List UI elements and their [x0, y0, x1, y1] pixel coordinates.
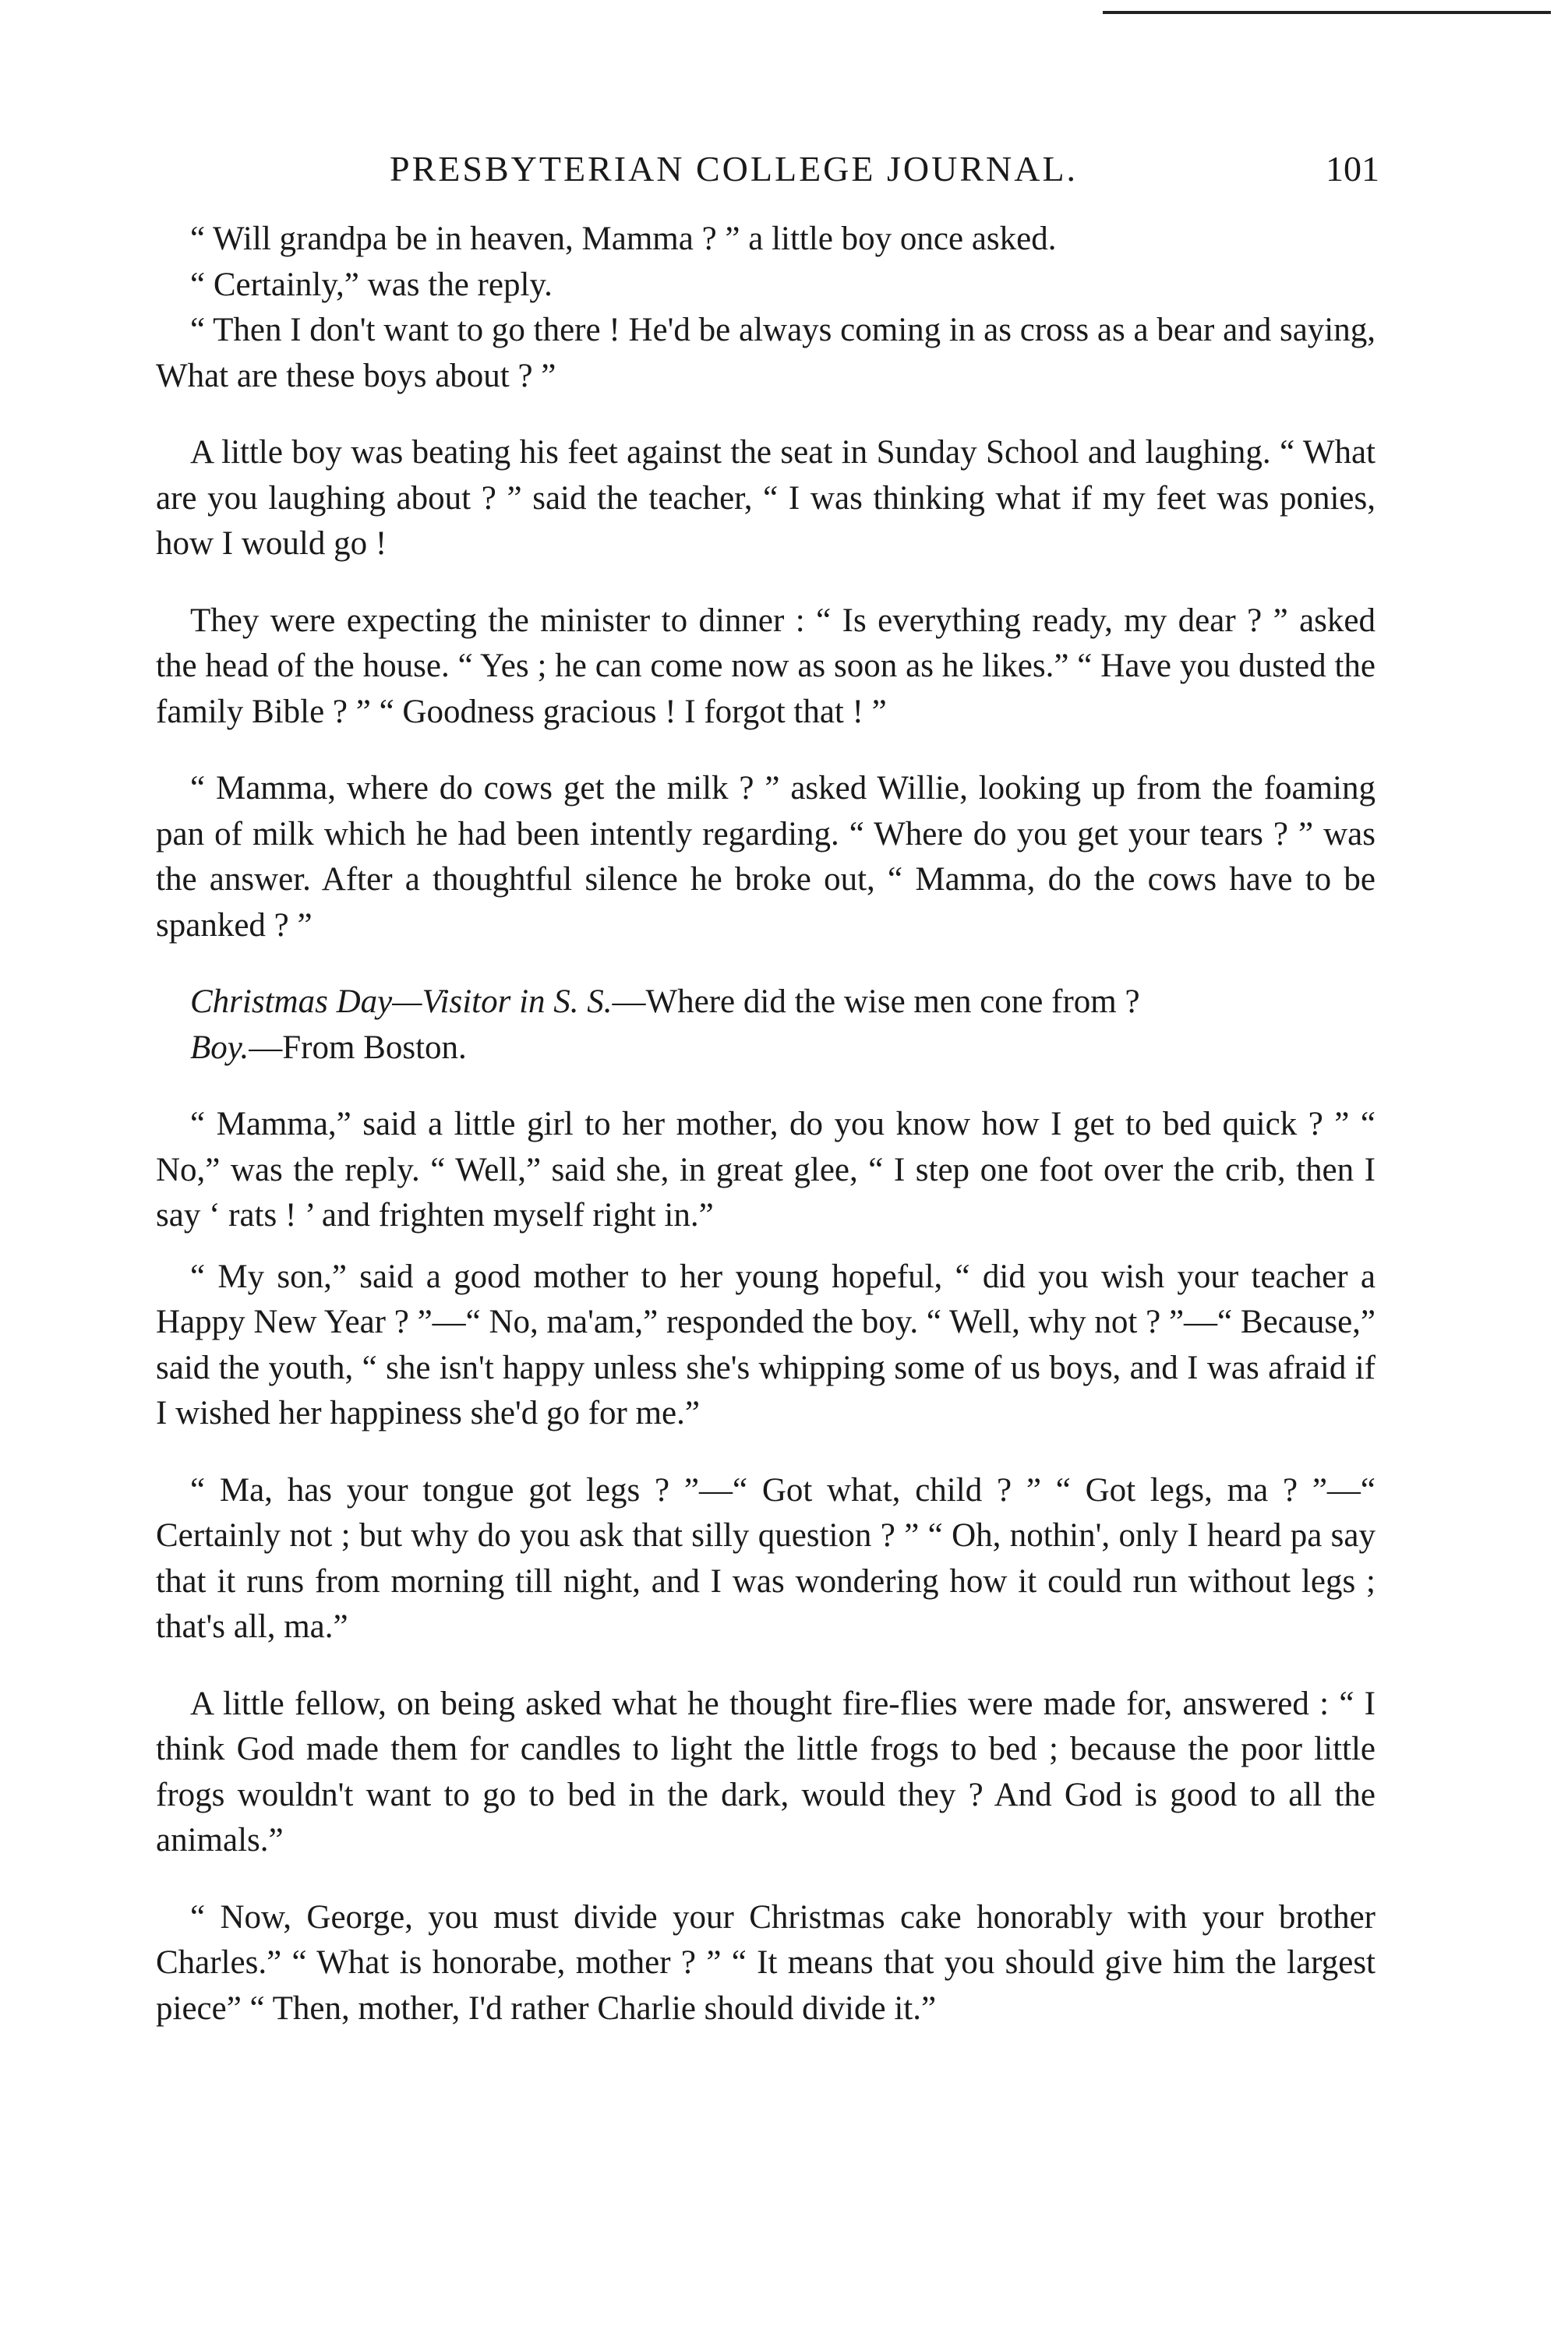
top-rule: [1103, 11, 1551, 14]
paragraph: They were expecting the minister to dinner : “ Is everything ready, my dear ? ” asked the head of the house. “ Yes ; he can come now as soon as he likes.” “ Have you dusted the family Bible ? ” “ Goodness gracious ! I forgot that ! ”: [156, 602, 1376, 730]
paragraph: A little boy was beating his feet against the seat in Sunday School and laughing. “ What are you laughing about ? ” said the teacher, “ I was thinking what if my feet was ponies, how I would go !: [156, 434, 1376, 562]
paragraph: “ Certainly,” was the reply.: [190, 266, 553, 303]
journal-title: PRESBYTERIAN COLLEGE JOURNAL.: [390, 149, 1079, 189]
page-header: [156, 148, 1379, 203]
christmas-visitor-line: [156, 980, 1376, 1026]
visitor-label: Visitor in S. S.: [422, 983, 613, 1020]
paragraph: “ Then I don't want to go there ! He'd be always coming in as cross as a bear and saying, What are these boys about ? ”: [156, 312, 1376, 394]
paragraph: “ Mamma,” said a little girl to her mother, do you know how I get to bed quick ? ” “ No,” was the reply. “ Well,” said she, in great glee, “ I step one foot over the crib, then I say ‘ rats ! ’ and frighten myself right in.”: [156, 1106, 1376, 1234]
boy-label: Boy.: [190, 1029, 249, 1066]
page-number: 101: [1326, 149, 1379, 189]
christmas-boy-line: [156, 1026, 1376, 1071]
paragraph: “ Will grandpa be in heaven, Mamma ? ” a little boy once asked.: [190, 221, 1057, 257]
article-body: [156, 217, 1376, 2032]
paragraph: “ Mamma, where do cows get the milk ? ” asked Willie, looking up from the foaming pan of milk which he had been intently regarding. “ Where do you get your tears ? ” was the answer. After a thoughtful silence he broke out, “ Mamma, do the cows have to be spanked ? ”: [156, 770, 1376, 944]
visitor-text: —Where did the wise men cone from ?: [612, 983, 1140, 1020]
boy-text: —From Boston.: [249, 1029, 467, 1066]
paragraph: “ Now, George, you must divide your Christmas cake honorably with your brother Charles.” “ What is honorabe, mother ? ” “ It means that you should give him the largest piece” “ Then, mother, I'd rather Charlie should divide it.”: [156, 1898, 1376, 2027]
paragraph: A little fellow, on being asked what he thought fire-flies were made for, answered : “ I think God made them for candles to light the little frogs to bed ; because the poor little frogs wouldn't want to go to bed in the dark, would they ? And God is good to all the animals.”: [156, 1685, 1376, 1859]
paragraph: “ Ma, has your tongue got legs ? ”—“ Got what, child ? ” “ Got legs, ma ? ”—“ Certainly not ; but why do you ask that silly question ? ” “ Oh, nothin', only I heard pa say that it runs from morning till night, and I was wondering how it could run without legs ; that's all, ma.”: [156, 1471, 1376, 1645]
paragraph: “ My son,” said a good mother to her young hopeful, “ did you wish your teacher a Happy New Year ? ”—“ No, ma'am,” responded the boy. “ Well, why not ? ”—“ Because,” said the youth, “ she isn't happy unless she's whipping some of us boys, and I was afraid if I wished her happiness she'd go for me.”: [156, 1258, 1376, 1431]
christmas-heading: Christmas Day—: [190, 983, 422, 1020]
